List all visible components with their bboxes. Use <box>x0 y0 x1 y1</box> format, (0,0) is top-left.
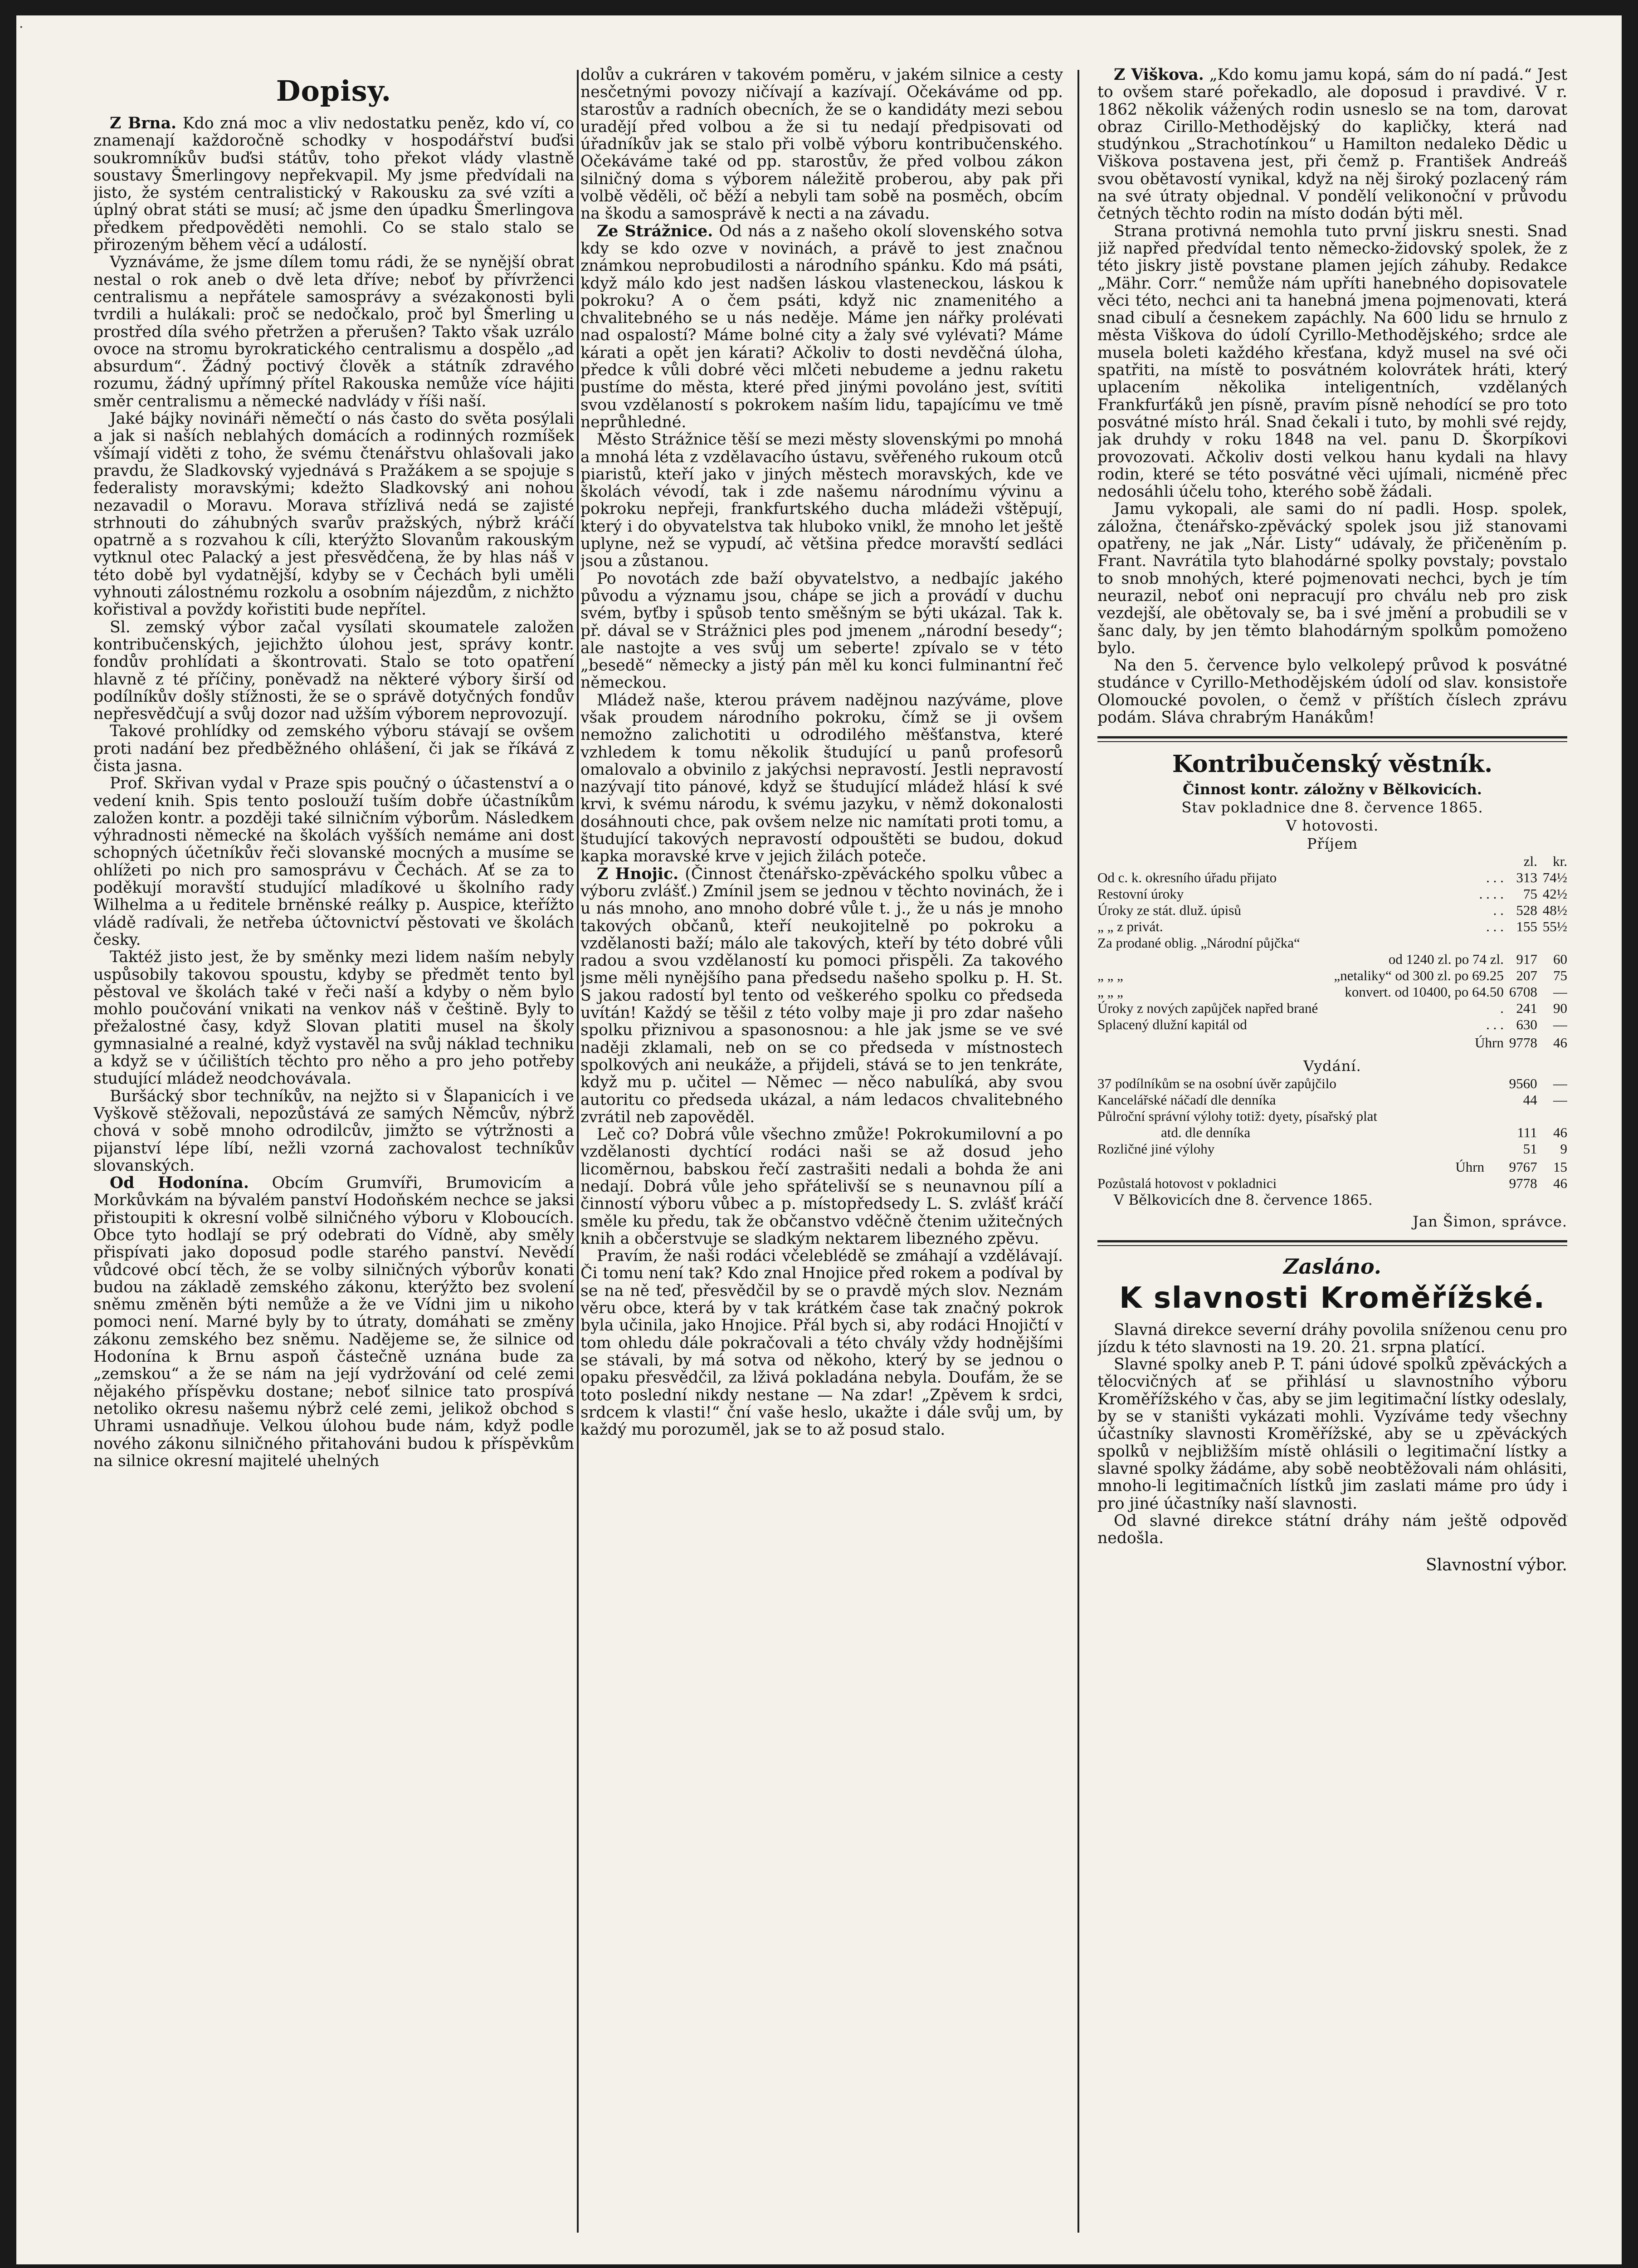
dateline: Z Viškova. <box>1114 66 1204 84</box>
paragraph: Město Strážnice těší se mezi městy slovenskými po mnohá a mnohá léta z vzdělavacího ústavu, svěřeného rukoum otců piaristů, kteří jako v jiných městech moravských, kde ve školách vévodí, tak i zde našemu národnímu vývinu a pokroku nepřeji, frankfurtského ducha mládeži vštěpují, který i do obyvatelstva tak hluboko vnikl, že mnoho let ještě uplyne, než se vypudí, ač většina předce moravští sedláci jsou a zůstanou. <box>580 430 1063 571</box>
table-row: Rozličné jiné výlohy 51 9 <box>1097 1141 1567 1157</box>
column-2 <box>580 66 1063 1438</box>
paragraph: Taktéž jisto jest, že by směnky mezi lidem naším nebyly uspůsobily takovou spoustu, kdyby se předmět tento byl pěstoval ve školách také v řeči naší a kdyby o něm bylo mohlo poučování vnikati na venkov náš v češtině. Byly to přežalostné časy, když Slovan platiti musel na školy gymnasialné a realné, když vystavěl na svůj náklad techniku a když se v účilištích těchto pro něho a pro jeho potřeby studující mládež neodchovávala. <box>93 948 574 1088</box>
paragraph: Sl. zemský výbor začal vysílati skoumatele založen kontribučenských, jejichžto úlohou jest, správy kontr. fondův prohlídati a škontrovati. Stalo se toto opatření hlavně z té příčiny, poněvadž na některé výbory širší od podílníkův došly stížnosti, že se o správě dotyčných fondův nepřesvědčují a svůj dozor nad užším výborem neprovozují. <box>93 618 574 723</box>
section-title-kromeriz: K slavnosti Kroměřížské. <box>1119 1281 1545 1315</box>
paragraph: Od slavné direkce státní dráhy nám ještě odpověď nedošla. <box>1097 1511 1567 1548</box>
paragraph: Buršácký sbor techníkův, na nejžto si v Šlapanicích i ve Vyškově stěžovali, nepozůstává ze samých Němcův, nýbrž chová v sobě mnoho odrodilcův, jimžto se výtržnosti a pijanství lépe líbí, nežli vzorná zachovalost techníkův slovanských. <box>93 1087 574 1175</box>
table-row: od 1240 zl. po 74 zl. 917 60 <box>1388 951 1567 968</box>
paragraph: Na den 5. července bylo velkolepý průvod k posvátné studánce v Cyrillo-Methodějském údolí od slav. konsistoře Olomoucké povolen, o čemž v příštích číslech zprávu podám. Sláva chrabrým Hanákům! <box>1097 656 1567 727</box>
table-row: Splacený dlužní kapitál od . . . 630 — <box>1097 1017 1567 1033</box>
paragraph: Takové prohlídky od zemského výboru stávají se ovšem proti nadání bez předběžného ohlášení, či jak se říkává z čista jasna. <box>93 722 574 775</box>
paragraph: Z Hnojic. (Činnost čtenářsko-zpěváckého spolku vůbec a výboru zvlášť.) Zmínil jsem se jednou v těchto novinách, že i u nás mnoho, ano mnoho dobré vůle t. j., že u nás je mnoho takových občanů, kteří neukojitelně po pokroku a vzdělanosti baží; málo ale takových, kteří by této dobré vůli radou a svou vzdělaností ku pomoci přispěli. Za takového jsme měli nynějšího pana předsedu našeho spolku p. H. St. S jakou radostí byl tento od veškerého spolku co předseda uvítán! Každý se těšil z této volby maje ji pro zdar našeho spolku přiznivou a spasonosnou: a hle jak jsme se ve své naději zklamali, neb on se co předseda v místnostech spolkových ani neukáže, a přijdeli, stává se to jen tenkráte, když mu p. učitel — Němec — něco nabulíká, aby svou autoritu co předseda ukázal, a nám ledacos chvalitebného zvrátil neb zapověděl. <box>580 865 1063 1126</box>
column-1 <box>93 74 574 1470</box>
paragraph: Pravím, že naši rodáci včeleblédě se zmáhají a vzdělávají. Či tomu není tak? Kdo znal Hnojice před rokem a podíval by se na ně teď, přesvědčil by se o pravdě mých slov. Neznám věru obce, která by v tak krátkém čase tak značný pokrok byla učinila, jako Hnojice. Přál bych si, aby rodáci Hnojičtí v tom ohledu dále pokračovali a této chvály vždy hodnějšími se stávali, by má sotva od někoho, který by se jednou o opaku přesvědčil, za lživá pokladána nebyla. Doufám, že se toto poslední nikdy nestane — Na zdar! „Zpěvem k srdci, srdcem k vlasti!“ ční vaše heslo, ukažte i dále svůj um, by každý mu porozuměl, jak se to až posud stalo. <box>580 1247 1063 1439</box>
paragraph: Strana protivná nemohla tuto první jiskru snesti. Snad již napřed předvídal tento německo-židovský spolek, že z této jiskry jistě povstane plamen jejích záhuby. Redakce „Mähr. Corr.“ nemůže nám upříti hanebného dopisovatele věci této, nechci ani ta hanebná jmena pojmenovati, která snad cibulí a česnekem zapáchly. Na 600 lidu se hrnulo z města Viškova do údolí Cyrillo-Methodějského; srdce ale musela boleti každého křesťana, když musel na své oči spatřiti, na místě to posvátném kolovrátek hráti, který uplacením několika inteligentních, vzdělaných Frankfurťáků jen písně, pravím písně nehodící se pro toto posvátné místo hrál. Snad čekali i tuto, by mohli své rejdy, jak druhdy v roku 1848 na vel. panu D. Škorpíkovi provozovati. Ačkoliv dosti velkou hanu kydali na hlavy rodin, které se této posvátné věci ujímali, nicméně přec nedosáhli účelu toho, kterého sobě žádali. <box>1097 222 1567 501</box>
table-row-total: Úhrn 9767 15 <box>1455 1159 1567 1175</box>
table-row: Půlroční správní výlohy totiž: dyety, písařský plat <box>1097 1108 1378 1124</box>
paragraph: Leč co? Dobrá vůle všechno zmůže! Pokrokumilovní a po vzdělanosti dychtící rodáci naši se až dosud jeho licoměrnou, babskou řečí zastrašiti nedali a bohda že ani nedají. Dobrá vůle jeho spřátelivší se s neunavnou pílí a činností výboru vůbec a p. místopředsedy L. S. zvlášť kráčí směle ku předu, tak že občanstvo vděčně čtenim užitečných knih a občerstvuje se sladkým nektarem libezného zpěvu. <box>580 1125 1063 1248</box>
newspaper-page <box>16 15 1622 2264</box>
vestnik-expense-head: Vydání. <box>1303 1057 1361 1075</box>
table-row: „ „ „ „netaliky“ od 300 zl. po 69.25 207 75 <box>1097 968 1567 984</box>
dateline: Z Hnojic. <box>597 865 679 883</box>
section-title-vestnik: Kontribučenský věstník. <box>1172 750 1493 778</box>
dateline: Od Hodonína. <box>110 1174 249 1193</box>
column-rule <box>1077 70 1079 2233</box>
table-row: Úroky ze stát. dluž. úpisů . . 528 48½ <box>1097 902 1567 919</box>
paragraph: Po novotách zde baží obyvatelstvo, a nedbajíc jakého původu a významu jsou, chápe se jich a provádí v duchu svém, byťby i spůsob tento směšným se býti ukázal. Tak k. př. dával se v Strážnici ples pod jmenem „národní besedy“; ale nastojte a ves svůj um seberte! zpívalo se v této „besedě“ německy a jistý pán měl ku konci fulminantní řeč německou. <box>580 569 1063 692</box>
vestnik-place-date: V Bělkovicích dne 8. července 1865. <box>1114 1192 1373 1209</box>
table-row: Od c. k. okresního úřadu přijato . . . 313 74½ <box>1097 870 1567 886</box>
paragraph: Jaké bájky novináři němečtí o nás často do světa posýlali a jak si naších neblahých domácích a rodinných rozmíšek všímají viděti z toho, že svému čtenářstvu ohlašovali jako pravdu, že Sladkovský vyjednává s Pražákem a se spojuje s federalisty moravskými; kdežto Sladkovský ani nohou nezavadil o Moravu. Morava střízlivá nedá se zajisté strhnouti do záhubných svarův pražských, nýbrž kráčí opatrně a s rozvahou k cíli, kterýžto Slovanům rakouským vytknul otec Palacký a jest přesvědčena, že by hlas náš v této době byl vydatnější, kdyby se v Čechách byli uměli vyhnouti zálostnému rozkolu a osobním nájezdům, z nichžto kořistival a povždy kořistiti bude nepřítel. <box>93 410 574 619</box>
table-row: Kancelářské náčadí dle denníka 44 — <box>1097 1092 1567 1108</box>
table-row: Za prodané oblig. „Národní půjčka“ <box>1097 935 1300 951</box>
expense-table <box>1097 1075 1567 1192</box>
paragraph: Prof. Skřivan vydal v Praze spis poučný o účastenství a o vedení knih. Spis tento poslouží tuším dobře účastníkům založen kontr. a později také silničním výborům. Následkem výhradnosti německé na školách vyšších nemáme ani dost schopných účetníkův řeči slovanské mocných a musíme se ohlížeti po nich pro samosprávu v Čechách. Ať se za to poděkují moravští studující mladíkové u školního rady Wilhelma a u ředitele brněnské reálky p. Auspice, kteřížto vládě radívali, že netřeba účtovnictví pěstovati ve školách česky. <box>93 774 574 949</box>
table-row: atd. dle denníka 111 46 <box>1161 1124 1567 1141</box>
paragraph: Z Viškova. „Kdo komu jamu kopá, sám do ní padá.“ Jest to ovšem staré pořekadlo, ale doposud i pravdivé. V r. 1862 několik vážených rodin usneslo se na tom, darovat obraz Cirillo-Methodějský do kapličky, která nad studýnkou „Strachotínkou“ u Hamilton nedaleko Dědic u Viškova postavena jest, při čemž p. František Andreáš svou obětavostí vynikal, když na něj široký pozlacený rám na své útraty objednal. V pondělí velikonoční v průvodu četných těchto rodin na místo dodán býti měl. <box>1097 66 1567 223</box>
vestnik-status: Stav pokladnice dne 8. července 1865. <box>1181 799 1483 816</box>
paragraph: Mládež naše, kterou právem nadějnou nazýváme, plove však proudem národního pokroku, čímž se ji ovšem nemožno zalichotiti u odrodilého měšťanstva, které vzhledem k tomu několik študující u panů profesorů omalovalo a obvinilo z jakýchsi nepravostí. Jestli nepravostí nazývají tito pánové, když se študující mládež hlásí k své krvi, k svému národu, k svému jazyku, v němž dokonalosti dosáhnouti chce, pak ovšem nelze nic namítati proti tomu, a študující takových nepravostí odpouštěti se budou, dokud kapka moravské krve v jejich žilách poteče. <box>580 691 1063 866</box>
table-row: „ „ „ konvert. od 10400, po 64.50 6708 — <box>1097 984 1567 1000</box>
section-title-dopisy: Dopisy. <box>276 74 392 108</box>
section-rule <box>1097 736 1567 742</box>
corner-mark-top-left: . <box>19 15 24 31</box>
vestnik-income-head: Příjem <box>1306 835 1358 853</box>
column-rule <box>577 70 579 2233</box>
paragraph: Z Brna. Kdo zná moc a vliv nedostatku peněz, kdo ví, co znamenají každoročně schodky v hospodářství buďsi soukromníkův buďsi státův, toho překot vlády vlastně soustavy Šmerlingovy nepřekvapil. My jsme předvídali na jisto, že systém centralistický v Rakousku za své vzíti a úplný obrat státi se musí; ač jsme den úpadku Šmerlingova předkem předpověděti nemohli. Co se stalo stalo se přirozeným během věcí a událostí. <box>93 114 574 254</box>
paragraph: Ze Strážnice. Od nás a z našeho okolí slovenského sotva kdy se kdo ozve v novinách, a právě to jest značnou známkou neprobudilosti a národního spánku. Kdo má psáti, když málo kdo jest nadšen láskou vlasteneckou, láskou k pokroku? A o čem psáti, když nic znamenitého a chvalitebného se u nás neděje. Máme jen nářky prolévati nad ospalostí? Máme bolné city a žaly své vylévati? Máme kárati a opět jen kárati? Ačkoliv to dosti nevděčná úloha, předce k vůli dobré věci mlčeti nebudeme a jednu raketu pustíme do města, které před jinými povoláno jest, svítiti svou vzdělaností s pokrokem naším lidu, tapajícímu ve tmě neprůhledné. <box>580 222 1063 431</box>
paragraph: Od Hodonína. Obcím Grumvíři, Brumovicím a Morkůvkám na bývalém panství Hodoňském nechce se jaksi přistoupiti k okresní volbě silničného výboru v Kloboucích. Obce tyto hodlají se prý odebrati do Vídně, aby směly přispívati jako doposud podle starého panství. Nevědí vůdcové obcí těch, že se volby silničných výborův konati budou na základě zemského zákonu, kterýžto bez svolení sněmu změněn býti nemůže a že ve Vídni jim u nikoho pomoci není. Marné byly by to útraty, domáhati se změny zákonu zemského bez sněmu. Nadějeme se, že silnice od Hodonína k Brnu aspoň částečně uznána bude za „zemskou“ a že se nám na její vydržování od celé zemi nějakého příspěvku dostane; neboť silnice tato prospívá netoliko okresu našemu nýbrž celé zemi, jelikož obchod s Uhrami usnadňuje. Velkou úlohou bude nám, když podle nového zákonu silničného přitahováni budou k příspěvkům na silnice okresní majitelé uhelných <box>93 1174 574 1470</box>
table-row-total: Úhrn 9778 46 <box>1475 1035 1567 1051</box>
vestnik-cash: V hotovosti. <box>1286 817 1379 835</box>
col1-articles <box>93 115 574 1470</box>
vestnik-subtitle: Činnost kontr. záložny v Bělkovicích. <box>1183 781 1482 798</box>
table-row: Úroky z nových zapůjček napřed brané . 241 90 <box>1097 1000 1567 1017</box>
dateline: Z Brna. <box>110 114 177 132</box>
table-row: Restovní úroky . . . . 75 42½ <box>1097 886 1567 902</box>
paragraph: Vyznáváme, že jsme dílem tomu rádi, že se nynější obrat nestal o rok aneb o dvě leta dříve; neboť by přívrženci centralismu a nepřátele samosprávy a svézakonosti byli tvrdili a hulákali: proč se nedočkalo, proč byl Šmerling u prostřed díla svého přetržen a přerušen? Takto však uzrálo ovoce na stromu byrokratického centralismu a dospělo „ad absurdum“. Žádný poctivý člověk a státník zdravého rozumu, žádný upřímný přítel Rakouska nemůže více hájiti směr centralismu a německé nadvlády v říši naší. <box>93 253 574 411</box>
zaslano-signature: Slavnostní výbor. <box>1425 1556 1567 1575</box>
section-rule <box>1097 1240 1567 1246</box>
section-label-zaslano: Zasláno. <box>1283 1254 1381 1279</box>
income-table: zl. kr. Od c. k. okresního úřadu přijato . . . 313 74½ Restovní úroky . . . . 75 42½ Úroky ze stát. dluž. úpisů . . 528 48½ „ „ z privát. . . . 155 55½ Za prodané oblig. „Národní půjčka“ od 1240 zl. po 74 zl. 917 60 „ „ „ „netaliky“ od 300 zl. po 69.25 207 75 „ „ „ konvert. od 10400, po 64.50 6708 — Úroky z nových zapůjček napřed brané . 241 90 Splacený dlužní kapitál od . . . 630 — Úhrn 9778 46 <box>1097 853 1567 1051</box>
vestnik-signature: Jan Šimon, správce. <box>1413 1212 1567 1230</box>
table-row: Pozůstalá hotovost v pokladnici 9778 46 <box>1097 1175 1567 1192</box>
paragraph: Slavná direkce severní dráhy povolila sníženou cenu pro jízdu k této slavnosti na 19. 20. 21. srpna platící. <box>1097 1320 1567 1356</box>
paragraph: Slavné spolky aneb P. T. páni údové spolků zpěváckých a tělocvičných ať se přihlásí u slavnostního výboru Kroměřížského v čas, aby se jim legitimační lístky odeslaly, by se v staništi vykázati mohli. Vyzíváme tedy všechny účastníky slavnosti Kroměřížské, aby se u zpěváckých spolků v nejbližším místě ohlásili o legitimační lístky a slavné spolky žádáme, aby sobě neobtěžovali nám ohlásiti, mnoho-li legitimačních lístků jim zaslati máme pro údy i pro jiné účastníky naší slavnosti. <box>1097 1355 1567 1513</box>
table-row: 37 podílníkům se na osobní úvěr zapůjčilo 9560 — <box>1097 1075 1567 1092</box>
paragraph: Jamu vykopali, ale sami do ní padli. Hosp. spolek, záložna, čtenářsko-zpěvácký spolek jsou již stanovami opatřeny, ne jak „Nár. Listy“ udávaly, že přičeněním p. Frant. Navrátila tyto blahodárné spolky povstaly; povstalo to snob mnohých, které pojmenovati nechci, bych je tím neurazil, neboť oni nepracují pro chválu neb pro zisk vezdejší, ale obětovaly se, ba i své jmění a probudili se v šanc daly, by jen těmto blahodárným spolkům pomoženo bylo. <box>1097 500 1567 657</box>
paragraph: dolův a cukráren v takovém poměru, v jakém silnice a cesty nesčetnými povozy ničívají a kazívají. Očekáváme od pp. starostův a radních obecních, že se o kandidáty mezi sebou uradějí před volbou a že si tu nedají předpisovati od úřadníkův jak se stalo při volbě výboru kontribučenského. Očekáváme také od pp. starostův, že před volbou zákon silničný doma s výborem náležitě proberou, aby pak při volbě věděli, oč běží a nebyli tam sobě na posměch, obcím na škodu a samosprávě k necti a na závadu. <box>580 66 1063 223</box>
dateline: Ze Strážnice. <box>597 222 713 240</box>
table-row: „ „ z privát. . . . 155 55½ <box>1097 919 1567 935</box>
column-3 <box>1097 66 1567 1574</box>
